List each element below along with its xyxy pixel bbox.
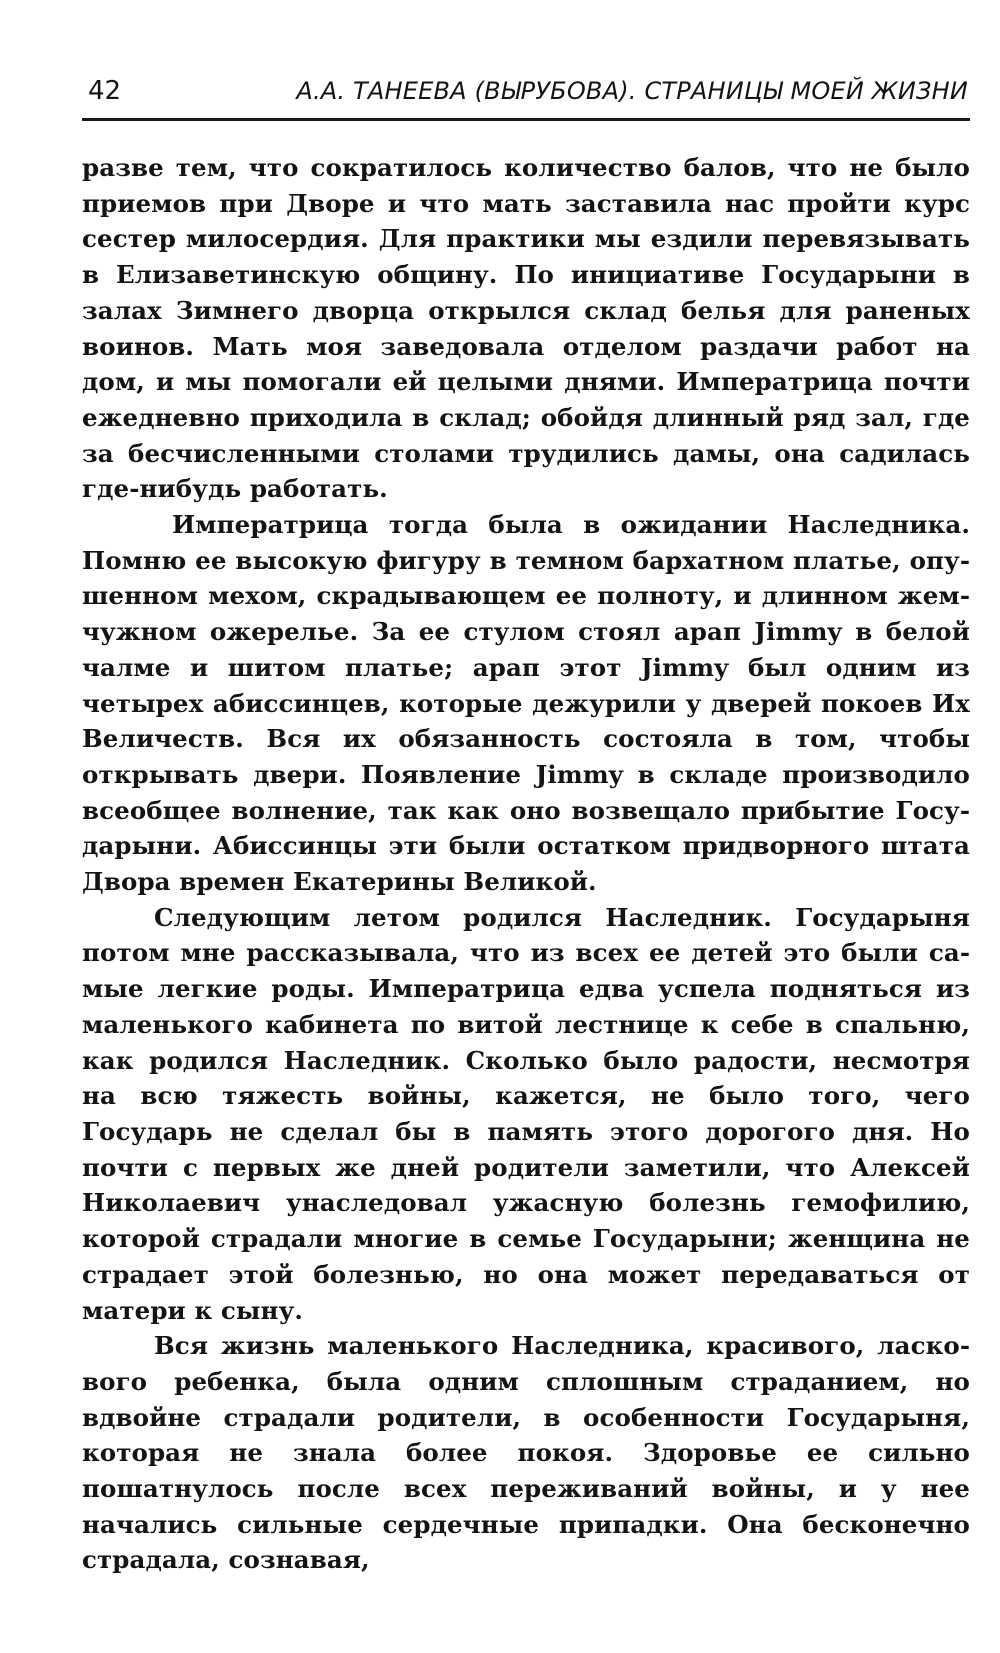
body-text — [82, 150, 970, 1578]
paragraph-4: Вся жизнь маленького Наследника, красивого, ласкового ребенка, была одним сплошным страданием, но вдвойне страдали родители, в особенности Государыня, которая не знала более покоя. Здоровье ее сильно пошатнулось после всех переживаний войны, и у нее начались сильные сердечные припадки. Она бесконечно страдала, сознавая, — [82, 1331, 970, 1575]
running-title: А.А. ТАНЕЕВА (ВЫРУБОВА). СТРАНИЦЫ МОЕЙ ЖИЗНИ — [296, 77, 968, 105]
page-header — [82, 68, 970, 120]
page-number: 42 — [88, 76, 122, 106]
paragraph-1: разве тем, что сократилось количество балов, что не было приемов при Дворе и что мать заставила нас пройти курс сестер милосердия. Для практики мы ездили перевязывать в Елизаветинскую общину. По инициативе Государыни в залах Зимнего дворца открылся склад белья для раненых воинов. Мать моя заведовала отделом раздачи работ на дом, и мы помогали ей целыми днями. Императрица почти ежедневно приходила в склад; обойдя длинный ряд зал, где за бесчисленными столами трудились дамы, она садилась где-нибудь работать. — [82, 153, 970, 504]
paragraph-3: Следующим летом родился Наследник. Государыня потом мне рассказывала, что из всех ее детей это были самые легкие роды. Императрица едва успела подняться из маленького кабинета по витой лестнице к себе в спальню, как родился Наследник. Сколько было радости, несмотря на всю тяжесть войны, кажется, не было того, чего Государь не сделал бы в память этого дорогого дня. Но почти с первых же дней родители заметили, что Алексей Николаевич унаследовал ужасную болезнь гемофилию, которой страдали многие в семье Государыни; женщина не страдает этой болезнью, но она может передаваться от матери к сыну. — [82, 902, 970, 1325]
paragraph-2: Императрица тогда была в ожидании Наследника. Помню ее высокую фигуру в темном бархатном платье, опушенном мехом, скрадывающем ее полноту, и длинном жемчужном ожерелье. За ее стулом стоял арап Jimmy в белой чалме и шитом платье; арап этот Jimmy был одним из четырех абиссинцев, которые дежурили у дверей покоев Их Величеств. Вся их обязанность состояла в том, чтобы открывать двери. Появление Jimmy в складе производило всеобщее волнение, так как оно возвещало прибытие Государыни. Абиссинцы эти были остатком придворного штата Двора времен Екатерины Великой. — [82, 510, 970, 897]
header-rule — [82, 118, 970, 121]
book-page — [82, 68, 970, 1575]
